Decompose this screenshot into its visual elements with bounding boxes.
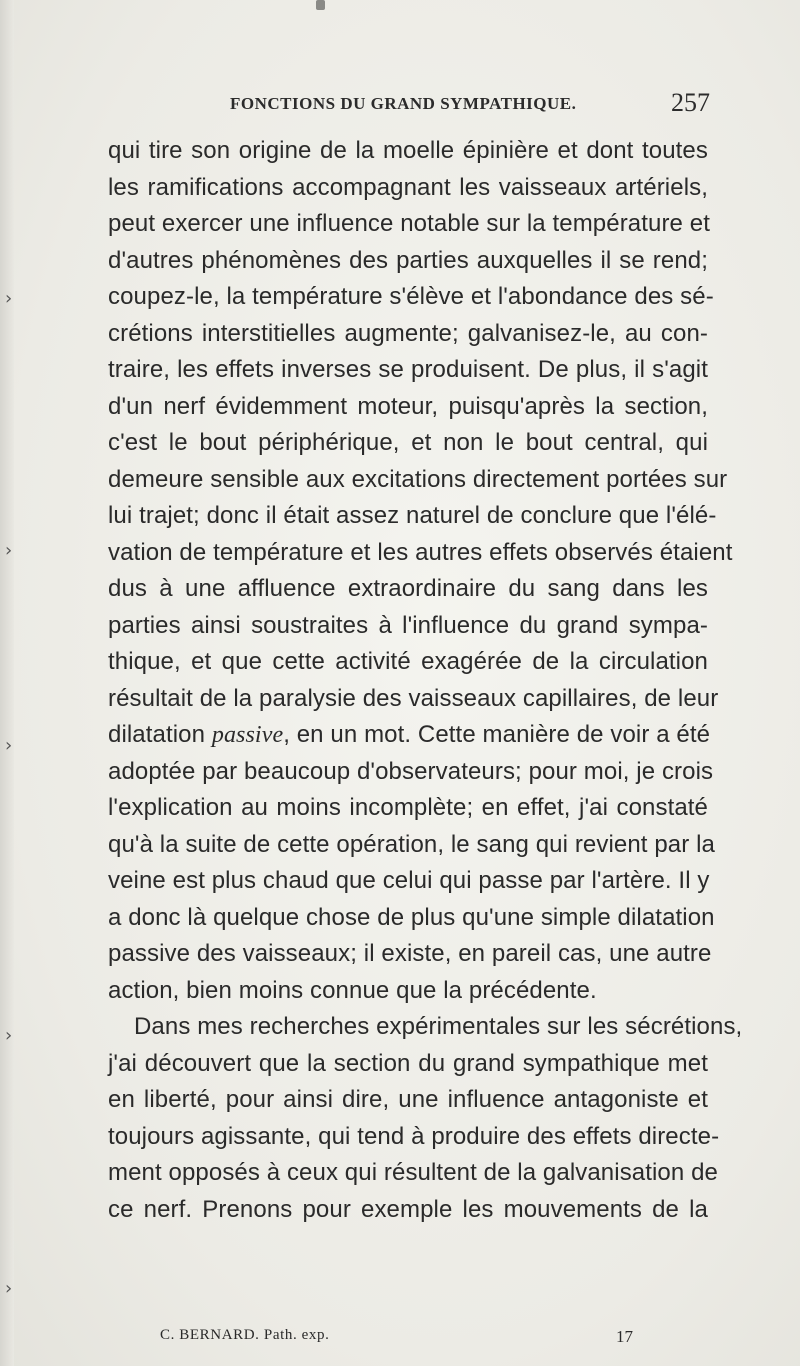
text-line: peut exercer une influence notable sur la température et [108, 210, 710, 237]
text-line: vation de température et les autres effets observés étaient [108, 538, 733, 566]
text-line: passive des vaisseaux; il existe, en pareil cas, une autre [108, 940, 712, 967]
text-line: veine est plus chaud que celui qui passe par l'artère. Il y [108, 867, 710, 894]
text-line: qui tire son origine de la moelle épinière et dont toutes [108, 137, 708, 164]
italic-word: passive [211, 722, 284, 748]
text-line: qu'à la suite de cette opération, le sang qui revient par la [108, 830, 715, 858]
page-gutter [0, 0, 14, 1366]
sheet-number: 17 [616, 1327, 633, 1346]
text-line: toujours agissante, qui tend à produire des effets directe- [108, 1122, 720, 1150]
text-line: ment opposés à ceux qui résultent de la galvanisation de [108, 1159, 718, 1186]
text-line: thique, et que cette activité exagérée de la circulation [108, 648, 708, 675]
text-line: demeure sensible aux excitations directement portées sur [108, 465, 728, 493]
binding-mark [316, 0, 325, 10]
text-line: les ramifications accompagnant les vaisseaux artériels, [108, 173, 708, 201]
margin-mark: › [5, 540, 13, 561]
text-line: d'autres phénomènes des parties auxquelles il se rend; [108, 246, 708, 274]
margin-mark: › [5, 1025, 13, 1046]
page-header [230, 90, 710, 120]
text-line: en liberté, pour ainsi dire, une influence antagoniste et [108, 1086, 708, 1113]
margin-mark: › [5, 735, 13, 756]
text-line: c'est le bout périphérique, et non le bout central, qui [108, 429, 708, 456]
text-line: dus à une affluence extraordinaire du sang dans les [108, 575, 708, 602]
body-text [108, 133, 743, 1228]
text-line: action, bien moins connue que la précédente. [108, 976, 597, 1004]
text-line: d'un nerf évidemment moteur, puisqu'après la section, [108, 392, 708, 420]
text-line: adoptée par beaucoup d'observateurs; pour moi, je crois [108, 757, 714, 785]
running-head: FONCTIONS DU GRAND SYMPATHIQUE. [230, 94, 577, 113]
printer-signature: C. BERNARD. Path. exp. [160, 1327, 330, 1343]
text-line: j'ai découvert que la section du grand sympathique met [108, 1049, 708, 1077]
margin-mark: › [5, 1278, 13, 1299]
margin-mark: › [5, 288, 13, 309]
text-line: résultait de la paralysie des vaisseaux capillaires, de leur [108, 684, 719, 712]
page-footer [160, 1327, 680, 1349]
text-segment: dilatation [108, 721, 212, 748]
text-line-italic [108, 717, 711, 754]
text-line: ce nerf. Prenons pour exemple les mouvements de la [108, 1195, 708, 1223]
text-line: crétions interstitielles augmente; galvanisez-le, au con- [108, 319, 708, 347]
text-line: lui trajet; donc il était assez naturel de conclure que l'élé- [108, 502, 717, 529]
text-line: coupez-le, la température s'élève et l'abondance des sé- [108, 283, 714, 310]
text-line: l'explication au moins incomplète; en effet, j'ai constaté [108, 794, 708, 821]
text-line: Dans mes recherches expérimentales sur les sécrétions, [134, 1013, 743, 1040]
text-line: parties ainsi soustraites à l'influence du grand sympa- [108, 611, 708, 639]
page-number: 257 [671, 88, 710, 117]
text-segment: , en un mot. Cette manière de voir a été [283, 721, 711, 748]
text-line: traire, les effets inverses se produisent. De plus, il s'agit [108, 356, 708, 383]
text-line: a donc là quelque chose de plus qu'une simple dilatation [108, 903, 715, 931]
